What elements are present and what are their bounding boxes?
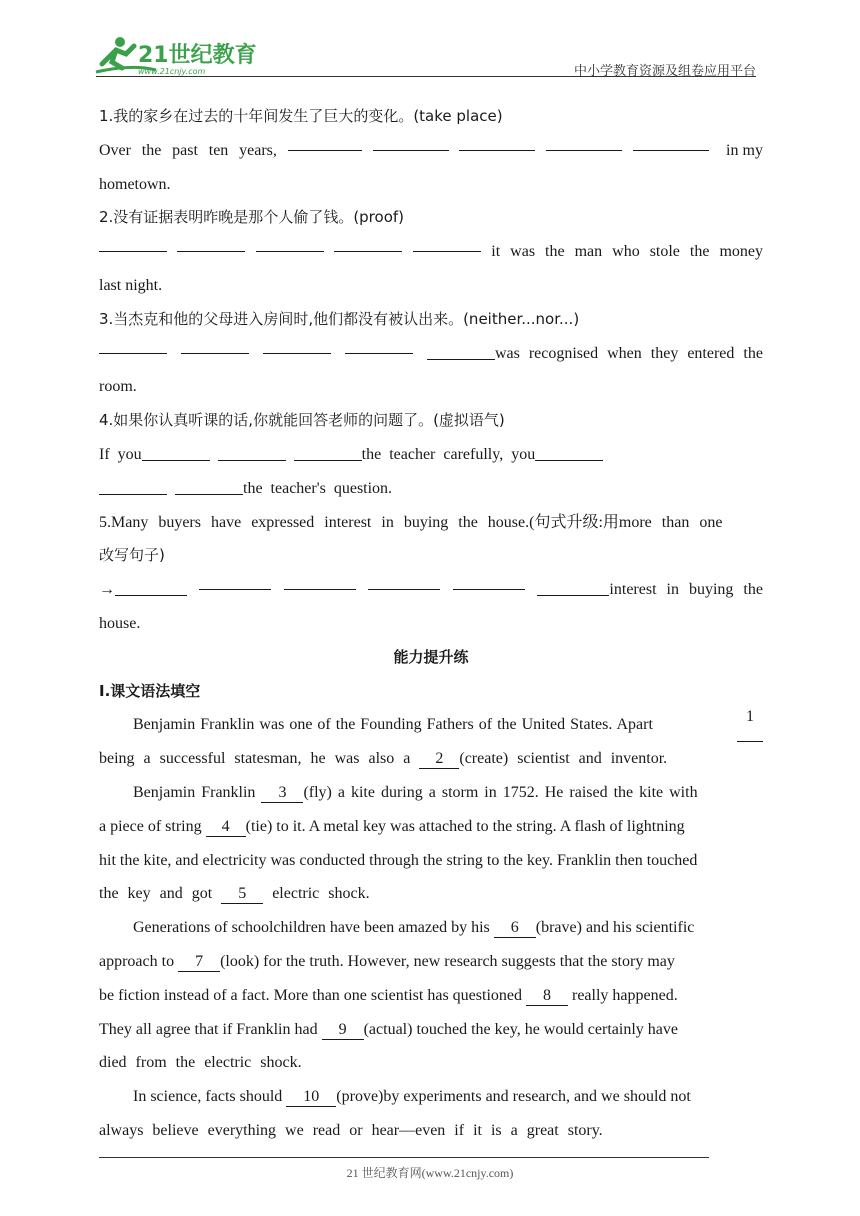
q4-prompt: 4.如果你认真听课的话,你就能回答老师的问题了。(虚拟语气) [99, 411, 505, 430]
q5-prompt-cont: 改写句子) [99, 546, 165, 565]
answer-blank[interactable] [218, 444, 286, 461]
answer-blank[interactable] [263, 337, 331, 354]
q2-prompt: 2.没有证据表明昨晚是那个人偷了钱。(proof) [99, 208, 405, 227]
q3-end: room. [99, 378, 137, 396]
passage-line: the key and got 5 electric shock. [99, 885, 370, 903]
answer-blank[interactable] [453, 573, 525, 590]
answer-blank[interactable] [288, 134, 362, 151]
answer-blank[interactable] [334, 235, 402, 252]
q1-end: hometown. [99, 175, 171, 193]
answer-blank[interactable] [175, 478, 243, 495]
q2-end: last night. [99, 276, 163, 294]
answer-blank[interactable] [199, 573, 271, 590]
numbered-blank[interactable]: 6 [494, 919, 536, 938]
numbered-blank[interactable]: 3 [261, 784, 303, 803]
q1-prompt: 1.我的家乡在过去的十年间发生了巨大的变化。(take place) [99, 107, 503, 125]
passage-line: They all agree that if Franklin had 9 (actual) touched the key, he would certainly have [99, 1020, 678, 1038]
passage-line: Benjamin Franklin 3 (fly) a kite during a storm in 1752. He raised the kite with [133, 783, 698, 801]
answer-blank[interactable] [633, 134, 709, 151]
footer-text: 21 世纪教育网(www.21cnjy.com) [346, 1166, 514, 1180]
answer-blank[interactable] [459, 134, 535, 151]
passage-line: Generations of schoolchildren have been amazed by his 6 (brave) and his scientific [133, 919, 695, 937]
passage-line: a piece of string 4 (tie) to it. A metal key was attached to the string. A flash of lightning [99, 817, 685, 835]
passage-line: Benjamin Franklin was one of the Founding Fathers of the United States. Apart 1 [99, 708, 763, 742]
site-logo [92, 34, 262, 80]
q4-answer-line: If you the teacher carefully, you [99, 438, 763, 472]
q1-answer-line: Over the past ten years, in my [99, 134, 763, 168]
numbered-blank[interactable]: 7 [178, 953, 220, 972]
answer-blank[interactable] [142, 444, 210, 461]
numbered-blank[interactable]: 1 [737, 708, 763, 742]
answer-blank[interactable] [284, 573, 356, 590]
platform-name: 中小学教育资源及组卷应用平台 [573, 64, 756, 79]
answer-blank[interactable] [546, 134, 622, 151]
numbered-blank[interactable]: 4 [206, 818, 246, 837]
q5-end: house. [99, 614, 141, 632]
q4-answer-line-2: the teacher's question. [99, 472, 763, 506]
answer-blank[interactable] [99, 235, 167, 252]
answer-blank[interactable] [345, 337, 413, 354]
answer-blank[interactable] [99, 337, 167, 354]
answer-blank[interactable] [413, 235, 481, 252]
passage-line: approach to 7 (look) for the truth. However, new research suggests that the story may [99, 952, 675, 970]
q3-prompt: 3.当杰克和他的父母进入房间时,他们都没有被认出来。(neither...nor...) [99, 309, 580, 328]
answer-blank[interactable] [177, 235, 245, 252]
answer-blank[interactable] [181, 337, 249, 354]
answer-blank[interactable] [535, 444, 603, 461]
q5-prompt: 5.Many buyers have expressed interest in buying the house.(句式升级:用more than one [99, 513, 723, 531]
runner-logo-icon [92, 34, 262, 80]
passage-line: being a successful statesman, he was also a 2 (create) scientist and inventor. [99, 750, 668, 768]
numbered-blank[interactable]: 8 [526, 987, 568, 1006]
q3-answer-line: was recognised when they entered the [99, 337, 763, 371]
footer-divider [99, 1157, 709, 1158]
answer-blank[interactable] [99, 478, 167, 495]
answer-blank[interactable] [537, 579, 609, 596]
passage-line: hit the kite, and electricity was conducted through the string to the key. Franklin then touched [99, 851, 698, 869]
answer-blank[interactable] [115, 579, 187, 596]
answer-blank[interactable] [427, 343, 495, 360]
logo-text: 21世纪教育 [138, 43, 257, 68]
q5-answer-line: → interest in buying the [99, 573, 763, 607]
answer-blank[interactable] [294, 444, 362, 461]
numbered-blank[interactable]: 10 [286, 1088, 336, 1107]
passage-line: always believe everything we read or hear—even if it is a great story. [99, 1121, 603, 1139]
answer-blank[interactable] [373, 134, 449, 151]
passage-line: In science, facts should 10 (prove)by experiments and research, and we should not [133, 1088, 691, 1106]
document-body [99, 100, 763, 1148]
numbered-blank[interactable]: 5 [221, 885, 263, 904]
logo-url: www.21cnjy.com [138, 67, 206, 76]
passage-line: be fiction instead of a fact. More than one scientist has questioned 8 really happened. [99, 986, 678, 1004]
header-divider [96, 76, 756, 77]
passage-line: died from the electric shock. [99, 1054, 302, 1072]
answer-blank[interactable] [368, 573, 440, 590]
q2-answer-line: it was the man who stole the money [99, 235, 763, 269]
section-title: 能力提升练 [393, 647, 469, 666]
page-header [0, 0, 860, 80]
answer-blank[interactable] [256, 235, 324, 252]
numbered-blank[interactable]: 9 [322, 1021, 364, 1040]
section-subtitle: Ⅰ.课文语法填空 [99, 681, 201, 700]
numbered-blank[interactable]: 2 [419, 750, 459, 769]
